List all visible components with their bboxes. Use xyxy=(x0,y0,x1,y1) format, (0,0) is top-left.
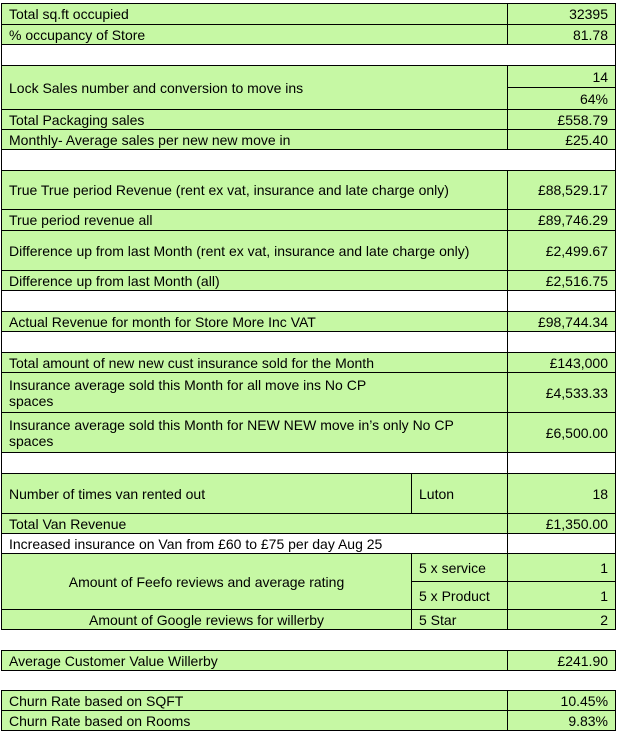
insurance-avg-new-label: Insurance average sold this Month for NEW NEW move in’s only No CP spaces xyxy=(9,416,454,449)
actual-revenue-label: Actual Revenue for month for Store More Inc VAT xyxy=(2,312,508,332)
spacer-row xyxy=(2,453,616,474)
row-van-rentals xyxy=(2,474,616,514)
spacer-row xyxy=(2,45,616,66)
spacer-row xyxy=(2,630,616,651)
row-occupancy xyxy=(2,25,616,45)
diff-all-label: Difference up from last Month (all) xyxy=(2,271,508,291)
store-metrics-table xyxy=(1,3,616,731)
row-van-revenue xyxy=(2,514,616,534)
row-insurance-avg-new xyxy=(2,413,616,453)
spacer-row xyxy=(2,332,616,353)
row-diff-partial xyxy=(2,231,616,271)
insurance-avg-all-value: £4,533.33 xyxy=(508,373,616,413)
spacer-row xyxy=(2,671,616,691)
feefo-label: Amount of Feefo reviews and average rating xyxy=(2,554,412,610)
period-revenue-value: £89,746.29 xyxy=(508,210,616,231)
row-period-revenue xyxy=(2,210,616,231)
lock-label: Lock Sales number and conversion to move ins xyxy=(2,66,508,110)
churn-rooms-value: 9.83% xyxy=(508,711,616,731)
churn-sqft-value: 10.45% xyxy=(508,691,616,711)
occupancy-value: 81.78 xyxy=(508,25,616,45)
diff-all-value: £2,516.75 xyxy=(508,271,616,291)
row-van-note xyxy=(2,534,616,554)
spacer-row xyxy=(2,291,616,312)
insurance-avg-all-label: Insurance average sold this Month for all move ins No CP spaces xyxy=(9,376,366,409)
feefo-service-value: 1 xyxy=(508,554,616,582)
row-insurance-total xyxy=(2,353,616,373)
churn-sqft-label: Churn Rate based on SQFT xyxy=(2,691,508,711)
row-insurance-avg-all xyxy=(2,373,616,413)
avg-sales-label: Monthly- Average sales per new new move in xyxy=(2,130,508,150)
row-sqft xyxy=(2,4,616,25)
churn-rooms-label: Churn Rate based on Rooms xyxy=(2,711,508,731)
google-label: Amount of Google reviews for willerby xyxy=(2,610,412,630)
row-avg-customer-value xyxy=(2,651,616,671)
acv-label: Average Customer Value Willerby xyxy=(2,651,508,671)
van-revenue-value: £1,350.00 xyxy=(508,514,616,534)
feefo-product-value: 1 xyxy=(508,582,616,610)
occupancy-label: % occupancy of Store xyxy=(2,25,508,45)
sqft-value: 32395 xyxy=(508,4,616,25)
spacer-row xyxy=(2,150,616,171)
insurance-total-value: £143,000 xyxy=(508,353,616,373)
feefo-service-label: 5 x service xyxy=(412,554,508,582)
true-revenue-label: True True period Revenue (rent ex vat, insurance and late charge only) xyxy=(2,171,508,210)
row-true-revenue xyxy=(2,171,616,210)
packaging-value: £558.79 xyxy=(508,110,616,130)
feefo-product-label: 5 x Product xyxy=(412,582,508,610)
row-actual-revenue xyxy=(2,312,616,332)
actual-revenue-value: £98,744.34 xyxy=(508,312,616,332)
packaging-label: Total Packaging sales xyxy=(2,110,508,130)
lock-number: 14 xyxy=(508,66,616,88)
acv-value: £241.90 xyxy=(508,651,616,671)
row-feefo-service xyxy=(2,554,616,582)
row-google-reviews xyxy=(2,610,616,630)
row-churn-rooms xyxy=(2,711,616,731)
row-avg-sales xyxy=(2,130,616,150)
van-revenue-label: Total Van Revenue xyxy=(2,514,508,534)
period-revenue-label: True period revenue all xyxy=(2,210,508,231)
van-note: Increased insurance on Van from £60 to £75 per day Aug 25 xyxy=(2,534,508,554)
van-type: Luton xyxy=(412,474,508,514)
sqft-label: Total sq.ft occupied xyxy=(2,4,508,25)
google-value: 2 xyxy=(508,610,616,630)
lock-conversion: 64% xyxy=(508,88,616,110)
row-churn-sqft xyxy=(2,691,616,711)
row-lock-sales xyxy=(2,66,616,88)
true-revenue-value: £88,529.17 xyxy=(508,171,616,210)
van-value: 18 xyxy=(508,474,616,514)
row-packaging xyxy=(2,110,616,130)
insurance-avg-new-value: £6,500.00 xyxy=(508,413,616,453)
diff-partial-label: Difference up from last Month (rent ex vat, insurance and late charge only) xyxy=(2,231,508,271)
avg-sales-value: £25.40 xyxy=(508,130,616,150)
van-label: Number of times van rented out xyxy=(2,474,412,514)
google-star-label: 5 Star xyxy=(412,610,508,630)
diff-partial-value: £2,499.67 xyxy=(508,231,616,271)
row-diff-all xyxy=(2,271,616,291)
insurance-total-label: Total amount of new new cust insurance sold for the Month xyxy=(2,353,508,373)
